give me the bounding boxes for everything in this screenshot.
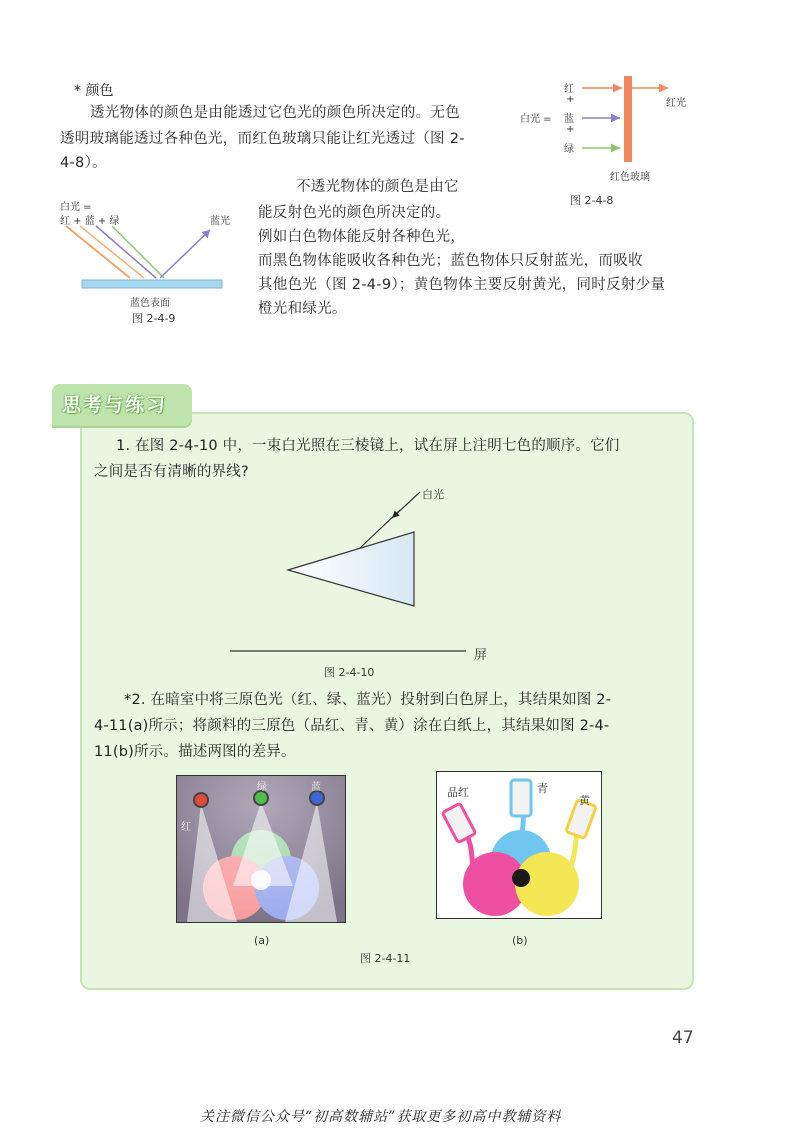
label-white-eq: 白光 = [60, 202, 92, 213]
question-2-line: 4-11(a)所示；将颜料的三原色（品红、青、黄）涂在白纸上，其结果如图 2-4- [94, 718, 610, 734]
white-center [251, 870, 271, 890]
red-glass-plate [624, 76, 632, 162]
question-2-line: *2. 在暗室中将三原色光（红、绿、蓝光）投射到白色屏上，其结果如图 2- [124, 692, 612, 708]
black-center [512, 869, 530, 887]
label-magenta: 品红 [447, 786, 469, 799]
figure-2-4-11b [436, 771, 602, 919]
paragraph-line: 橙光和绿光。 [258, 301, 347, 317]
label-green: 绿 [257, 782, 267, 793]
green-lamp [254, 791, 268, 805]
cyan-paint-tube [511, 780, 531, 816]
paragraph-line: 不透光物体的颜色是由它 [296, 179, 459, 195]
paragraph-line: 例如白色物体能反射各种色光， [258, 229, 466, 245]
white-light-arrow [392, 492, 420, 518]
magenta-paint-tube [442, 803, 476, 842]
paragraph-line: 4-8）。 [60, 155, 107, 171]
label-white-light: 白光 [422, 488, 444, 501]
blue-surface [82, 280, 222, 288]
figure-caption: 图 2-4-8 [570, 194, 614, 207]
label-blue: 蓝 [564, 114, 574, 125]
figure-caption: 图 2-4-9 [132, 312, 176, 325]
label-blue-light: 蓝光 [210, 216, 230, 227]
subfigure-label-a: (a) [254, 934, 270, 947]
blue-ray [96, 226, 156, 278]
label-white-light: 白光 = [520, 114, 552, 125]
prism-diagram [220, 480, 520, 660]
paragraph-line: 其他色光（图 2-4-9）；黄色物体主要反射黄光，同时反射少量 [258, 277, 666, 293]
light-mixing-diagram [177, 776, 345, 922]
label-blue-surface: 蓝色表面 [130, 298, 170, 309]
yellow-ray [80, 226, 144, 278]
figure-2-4-10 [220, 480, 520, 680]
figure-caption: 图 2-4-10 [324, 666, 375, 679]
label-red-light: 红光 [666, 98, 686, 109]
page-number: 47 [672, 1028, 694, 1048]
reflected-blue-ray [160, 230, 210, 278]
blue-lamp [310, 791, 324, 805]
figure-2-4-9 [60, 196, 240, 326]
red-lamp [194, 793, 208, 807]
label-plus: + [566, 94, 575, 105]
figure-2-4-11a [176, 775, 346, 923]
prism [288, 532, 414, 606]
label-red-glass: 红色玻璃 [610, 172, 650, 183]
subfigure-label-b: (b) [512, 934, 528, 947]
red-glass-diagram [520, 76, 720, 206]
label-green: 绿 [564, 144, 574, 155]
label-red: 红 [181, 822, 191, 833]
section-title: * 颜色 [74, 83, 114, 99]
label-red: 红 [564, 84, 574, 95]
reflection-diagram [60, 224, 240, 296]
paragraph-line: 能反射色光的颜色所决定的。 [258, 205, 451, 221]
label-plus: + [566, 124, 575, 135]
question-1-line: 1. 在图 2-4-10 中，一束白光照在三棱镜上，试在屏上注明七色的顺序。它们 [116, 438, 620, 454]
figure-caption: 图 2-4-11 [360, 952, 411, 965]
label-screen: 屏 [474, 648, 488, 663]
question-2-line: 11(b)所示。描述两图的差异。 [94, 744, 296, 760]
exercise-tab-title: 思考与练习 [62, 394, 168, 416]
label-yellow: 黄 [579, 794, 590, 807]
question-1-line: 之间是否有清晰的界线? [94, 464, 249, 480]
label-blue: 蓝 [311, 782, 321, 793]
paragraph-line: 透明玻璃能透过各种色光，而红色玻璃只能让红光透过（图 2- [60, 131, 465, 147]
paragraph-line: 透光物体的颜色是由能透过它色光的颜色所决定的。无色 [90, 105, 460, 121]
paragraph-line: 而黑色物体能吸收各种色光；蓝色物体只反射蓝光，而吸收 [258, 253, 643, 269]
figure-2-4-8 [520, 76, 720, 206]
label-cyan: 青 [537, 782, 548, 795]
footer-text: 关注微信公众号“初高数辅站”获取更多初高中教辅资料 [200, 1109, 562, 1125]
label-rgb-combo: 红 + 蓝 + 绿 [60, 216, 120, 227]
